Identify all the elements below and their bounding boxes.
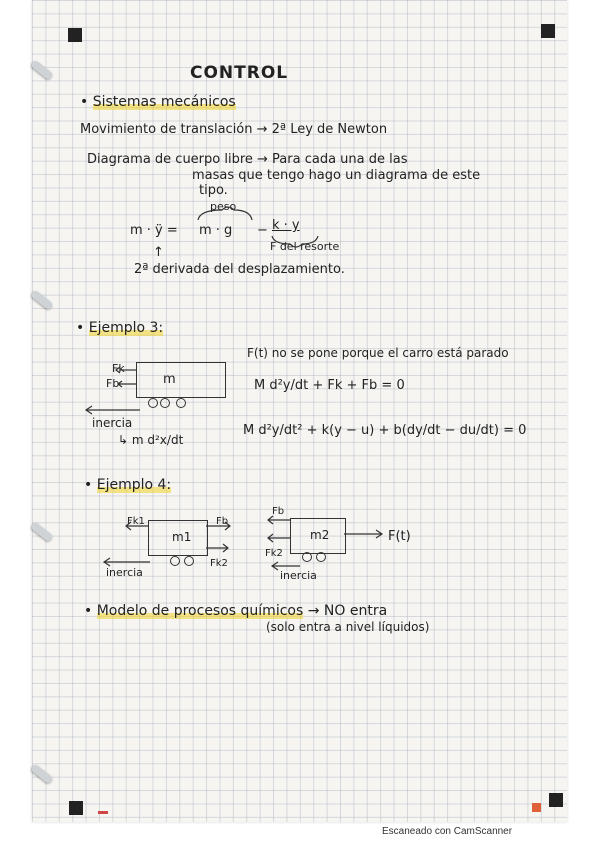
eq-label-resorte: F del resorte <box>270 240 340 253</box>
force-label-fb: Fb <box>106 377 120 390</box>
force-label-fb-left: Fb <box>216 516 229 527</box>
equation-1: M d²y/dt + Fk + Fb = 0 <box>254 378 405 393</box>
comment-ft: F(t) no se pone porque el carro está parado <box>247 346 509 360</box>
eq-label-peso: peso <box>210 200 237 213</box>
section-heading-procesos <box>84 603 387 619</box>
page-title: CONTROL <box>190 63 289 83</box>
force-label-fb-right: Fb <box>272 506 285 517</box>
inertia-label-right: inercia <box>280 569 317 582</box>
eq-lhs: m · ÿ = <box>130 223 178 238</box>
eq-peso: m · g <box>199 223 233 238</box>
force-label-fk2-right: Fk2 <box>265 548 283 559</box>
text-line-diagrama-cont: masas que tengo hago un diagrama de este <box>192 168 481 183</box>
derivative-arrow: ↑ <box>153 245 164 260</box>
inertia-expression: ↳ m d²x/dt <box>118 433 184 447</box>
eq-minus: − <box>257 223 268 238</box>
text-line-diagrama: Diagrama de cuerpo libre → Para cada una de las <box>87 152 408 167</box>
force-label-fk: Fk <box>112 362 125 375</box>
heading-arrow-text: → NO entra <box>307 603 388 619</box>
bullet-dot: • <box>84 477 93 493</box>
eq-spring: k · y <box>272 218 300 233</box>
heading-text: Ejemplo 4: <box>96 477 172 493</box>
text-derivada: 2ª derivada del desplazamiento. <box>134 262 345 277</box>
heading-text: Modelo de procesos químicos <box>96 603 304 619</box>
inertia-label-left: inercia <box>106 566 143 579</box>
text-solo-liquidos: (solo entra a nivel líquidos) <box>266 620 430 634</box>
mass-label-m2: m2 <box>310 528 330 542</box>
scan-watermark-text: Escaneado con CamScanner <box>382 826 513 837</box>
mass-label-m1: m1 <box>172 530 192 544</box>
heading-text: Sistemas mecánicos <box>92 94 236 110</box>
text-line-newton: Movimiento de translación → 2ª Ley de Newton <box>80 122 388 137</box>
bullet-dot: • <box>76 320 85 336</box>
mass-label: m <box>163 372 176 387</box>
bullet-dot: • <box>80 94 89 110</box>
inertia-label: inercia <box>92 416 133 430</box>
equation-2: M d²y/dt² + k(y − u) + b(dy/dt − du/dt) = 0 <box>243 423 527 438</box>
force-label-ft: F(t) <box>388 529 411 544</box>
force-label-fk2-left: Fk2 <box>210 558 228 569</box>
heading-text: Ejemplo 3: <box>88 320 164 336</box>
bullet-dot: • <box>84 603 93 619</box>
force-label-fk1: Fk1 <box>127 516 145 527</box>
text-line-tipo: tipo. <box>199 183 228 198</box>
